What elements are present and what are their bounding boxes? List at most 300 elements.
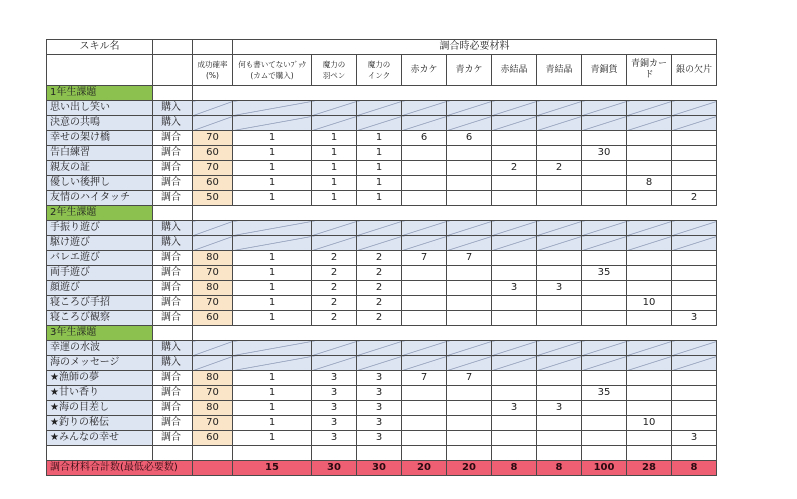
skill-name: バレエ遊び: [47, 251, 153, 266]
not-applicable-cell: [537, 221, 582, 236]
material-count-cell: [402, 311, 447, 326]
skill-name: 海のメッセージ: [47, 356, 153, 371]
material-count-cell: 1: [233, 251, 312, 266]
not-applicable-cell: [627, 236, 672, 251]
total-count-cell: [193, 461, 233, 476]
header-blank-cell: [153, 55, 193, 86]
material-count-cell: [447, 311, 492, 326]
material-count-cell: 7: [402, 371, 447, 386]
material-count-cell: 30: [582, 146, 627, 161]
not-applicable-cell: [402, 221, 447, 236]
craft-skill-row: [47, 431, 717, 446]
material-count-cell: 3: [357, 401, 402, 416]
material-count-cell: [492, 371, 537, 386]
empty-cell: [153, 206, 193, 221]
not-applicable-cell: [357, 356, 402, 371]
material-count-cell: 1: [312, 131, 357, 146]
material-count-cell: [492, 431, 537, 446]
material-count-cell: [582, 131, 627, 146]
material-count-cell: 1: [312, 146, 357, 161]
empty-cell: [537, 446, 582, 461]
craft-skill-row: [47, 131, 717, 146]
material-count-cell: 3: [492, 281, 537, 296]
material-count-cell: [447, 161, 492, 176]
materials-title-header: 調合時必要材料: [233, 40, 717, 55]
success-rate-cell: 70: [193, 386, 233, 401]
material-count-cell: [537, 176, 582, 191]
purchase-skill-row: [47, 221, 717, 236]
total-count-cell: 30: [357, 461, 402, 476]
not-applicable-cell: [447, 236, 492, 251]
material-count-cell: [492, 191, 537, 206]
material-count-cell: 7: [447, 371, 492, 386]
not-applicable-cell: [582, 356, 627, 371]
material-count-cell: [672, 371, 717, 386]
acquire-type: 調合: [153, 311, 193, 326]
material-count-cell: 3: [357, 371, 402, 386]
material-count-cell: [672, 296, 717, 311]
acquire-type: 購入: [153, 341, 193, 356]
material-count-cell: 1: [357, 176, 402, 191]
material-count-cell: 3: [672, 431, 717, 446]
column-header: 成功確率 (%): [193, 55, 233, 86]
material-count-cell: 2: [312, 266, 357, 281]
empty-cell: [47, 446, 153, 461]
not-applicable-cell: [312, 341, 357, 356]
material-count-cell: [537, 266, 582, 281]
material-count-cell: 1: [357, 146, 402, 161]
material-count-cell: [672, 266, 717, 281]
acquire-type: 購入: [153, 116, 193, 131]
header-row-columns: [47, 55, 717, 86]
material-count-cell: 1: [233, 161, 312, 176]
acquire-type: 購入: [153, 101, 193, 116]
material-count-cell: [447, 416, 492, 431]
material-count-cell: [447, 191, 492, 206]
acquire-type: 調合: [153, 251, 193, 266]
not-applicable-cell: [447, 341, 492, 356]
column-header: 魔力の 羽ペン: [312, 55, 357, 86]
material-count-cell: 3: [312, 401, 357, 416]
material-count-cell: 6: [402, 131, 447, 146]
not-applicable-cell: [402, 116, 447, 131]
material-count-cell: 1: [312, 161, 357, 176]
material-count-cell: 1: [312, 191, 357, 206]
material-count-cell: 3: [492, 401, 537, 416]
not-applicable-cell: [357, 341, 402, 356]
acquire-type: 調合: [153, 266, 193, 281]
not-applicable-cell: [492, 236, 537, 251]
material-count-cell: 35: [582, 266, 627, 281]
material-count-cell: [672, 251, 717, 266]
not-applicable-cell: [672, 101, 717, 116]
column-header: 青銅カード: [627, 55, 672, 86]
material-count-cell: 2: [357, 281, 402, 296]
material-count-cell: [582, 191, 627, 206]
success-rate-cell: 80: [193, 401, 233, 416]
not-applicable-cell: [233, 341, 312, 356]
material-count-cell: [627, 191, 672, 206]
total-count-cell: 20: [447, 461, 492, 476]
material-count-cell: 1: [233, 371, 312, 386]
acquire-type: 調合: [153, 176, 193, 191]
empty-cell: [153, 446, 193, 461]
acquire-type: 調合: [153, 191, 193, 206]
not-applicable-cell: [312, 356, 357, 371]
material-count-cell: 3: [312, 371, 357, 386]
skill-name: 告白練習: [47, 146, 153, 161]
not-applicable-cell: [357, 101, 402, 116]
material-count-cell: [402, 401, 447, 416]
not-applicable-cell: [357, 236, 402, 251]
material-count-cell: [627, 281, 672, 296]
year-section-label: 2年生課題: [47, 206, 153, 221]
not-applicable-cell: [672, 236, 717, 251]
not-applicable-cell: [402, 236, 447, 251]
material-count-cell: [672, 131, 717, 146]
empty-cell: [193, 326, 717, 341]
not-applicable-cell: [447, 101, 492, 116]
success-rate-cell: 70: [193, 161, 233, 176]
not-applicable-cell: [582, 101, 627, 116]
year-section-label: 3年生課題: [47, 326, 153, 341]
not-applicable-cell: [492, 116, 537, 131]
skill-name: 幸せの架け橋: [47, 131, 153, 146]
craft-skill-row: [47, 146, 717, 161]
material-count-cell: [537, 311, 582, 326]
material-count-cell: [447, 296, 492, 311]
material-count-cell: [582, 431, 627, 446]
material-count-cell: 2: [312, 296, 357, 311]
empty-cell: [233, 446, 312, 461]
skill-name: ★海の目差し: [47, 401, 153, 416]
skill-name: 両手遊び: [47, 266, 153, 281]
material-count-cell: [402, 431, 447, 446]
material-count-cell: [492, 266, 537, 281]
skill-name: 思い出し笑い: [47, 101, 153, 116]
material-count-cell: 3: [672, 311, 717, 326]
material-count-cell: [627, 386, 672, 401]
material-count-cell: [537, 146, 582, 161]
header-blank-cell: [193, 40, 233, 55]
not-applicable-cell: [402, 341, 447, 356]
success-rate-cell: 70: [193, 266, 233, 281]
column-header: 青カケ: [447, 55, 492, 86]
not-applicable-cell: [193, 221, 233, 236]
skill-name: 寝ころび観察: [47, 311, 153, 326]
total-count-cell: 20: [402, 461, 447, 476]
material-count-cell: [627, 431, 672, 446]
skill-name: ★みんなの幸せ: [47, 431, 153, 446]
material-count-cell: [492, 386, 537, 401]
material-count-cell: 2: [312, 281, 357, 296]
material-count-cell: [537, 191, 582, 206]
not-applicable-cell: [233, 236, 312, 251]
material-count-cell: [537, 431, 582, 446]
material-count-cell: [672, 401, 717, 416]
acquire-type: 調合: [153, 131, 193, 146]
not-applicable-cell: [312, 221, 357, 236]
skill-name-header: スキル名: [47, 40, 153, 55]
craft-skill-row: [47, 401, 717, 416]
column-header: 何も書いてないﾌﾞｯｸ (カムで購入): [233, 55, 312, 86]
material-count-cell: [492, 416, 537, 431]
skill-name: ★甘い香り: [47, 386, 153, 401]
material-count-cell: [582, 281, 627, 296]
craft-skill-row: [47, 311, 717, 326]
purchase-skill-row: [47, 341, 717, 356]
material-count-cell: [627, 131, 672, 146]
material-count-cell: [537, 386, 582, 401]
material-count-cell: [627, 161, 672, 176]
material-count-cell: 1: [312, 176, 357, 191]
material-count-cell: [492, 251, 537, 266]
not-applicable-cell: [627, 356, 672, 371]
material-count-cell: [627, 146, 672, 161]
craft-skill-row: [47, 161, 717, 176]
purchase-skill-row: [47, 101, 717, 116]
not-applicable-cell: [582, 116, 627, 131]
material-count-cell: [582, 416, 627, 431]
not-applicable-cell: [492, 221, 537, 236]
not-applicable-cell: [447, 116, 492, 131]
material-count-cell: [492, 146, 537, 161]
not-applicable-cell: [193, 236, 233, 251]
total-count-cell: 8: [672, 461, 717, 476]
column-header: 魔力の インク: [357, 55, 402, 86]
column-header: 青銅貨: [582, 55, 627, 86]
year-section-row: [47, 206, 717, 221]
acquire-type: 調合: [153, 401, 193, 416]
not-applicable-cell: [672, 341, 717, 356]
success-rate-cell: 80: [193, 251, 233, 266]
not-applicable-cell: [447, 221, 492, 236]
acquire-type: 購入: [153, 236, 193, 251]
empty-cell: [357, 446, 402, 461]
material-count-cell: [537, 371, 582, 386]
material-count-cell: 1: [357, 191, 402, 206]
not-applicable-cell: [312, 236, 357, 251]
material-count-cell: 1: [233, 266, 312, 281]
material-count-cell: [492, 131, 537, 146]
skill-name: 優しい後押し: [47, 176, 153, 191]
material-count-cell: 1: [233, 311, 312, 326]
craft-skill-row: [47, 416, 717, 431]
material-count-cell: [627, 371, 672, 386]
skill-name: ★釣りの秘伝: [47, 416, 153, 431]
material-count-cell: [447, 401, 492, 416]
material-count-cell: 3: [312, 386, 357, 401]
material-count-cell: 3: [357, 416, 402, 431]
material-count-cell: 1: [233, 401, 312, 416]
material-count-cell: [672, 416, 717, 431]
not-applicable-cell: [312, 116, 357, 131]
material-count-cell: 7: [402, 251, 447, 266]
not-applicable-cell: [537, 341, 582, 356]
not-applicable-cell: [193, 116, 233, 131]
success-rate-cell: 60: [193, 311, 233, 326]
not-applicable-cell: [627, 101, 672, 116]
column-header: 赤結晶: [492, 55, 537, 86]
material-count-cell: 3: [537, 401, 582, 416]
not-applicable-cell: [233, 356, 312, 371]
acquire-type: 調合: [153, 296, 193, 311]
craft-skill-row: [47, 266, 717, 281]
craft-skill-row: [47, 386, 717, 401]
purchase-skill-row: [47, 116, 717, 131]
year-section-row: [47, 86, 717, 101]
material-count-cell: [537, 416, 582, 431]
header-blank-cell: [47, 55, 153, 86]
not-applicable-cell: [492, 341, 537, 356]
material-count-cell: [447, 386, 492, 401]
material-count-cell: 7: [447, 251, 492, 266]
acquire-type: 調合: [153, 431, 193, 446]
not-applicable-cell: [357, 116, 402, 131]
material-count-cell: 3: [312, 416, 357, 431]
material-count-cell: [402, 176, 447, 191]
material-count-cell: [447, 176, 492, 191]
material-count-cell: 10: [627, 416, 672, 431]
acquire-type: 調合: [153, 386, 193, 401]
success-rate-cell: 60: [193, 431, 233, 446]
skill-name: 決意の共鳴: [47, 116, 153, 131]
total-count-cell: 8: [537, 461, 582, 476]
material-count-cell: 3: [357, 431, 402, 446]
material-count-cell: [582, 251, 627, 266]
acquire-type: 調合: [153, 416, 193, 431]
material-count-cell: 1: [357, 131, 402, 146]
material-count-cell: [582, 401, 627, 416]
total-row: [47, 461, 717, 476]
craft-skill-row: [47, 296, 717, 311]
total-label: 調合材料合計数(最低必要数): [47, 461, 193, 476]
material-count-cell: 1: [233, 296, 312, 311]
material-count-cell: [627, 311, 672, 326]
empty-cell: [582, 446, 627, 461]
total-count-cell: 100: [582, 461, 627, 476]
not-applicable-cell: [492, 356, 537, 371]
material-count-cell: [582, 161, 627, 176]
not-applicable-cell: [193, 101, 233, 116]
success-rate-cell: 60: [193, 176, 233, 191]
material-count-cell: 3: [312, 431, 357, 446]
material-count-cell: 35: [582, 386, 627, 401]
material-count-cell: 1: [357, 161, 402, 176]
empty-cell: [627, 446, 672, 461]
material-count-cell: [402, 281, 447, 296]
blank-row: [47, 446, 717, 461]
skill-name: 寝ころび手招: [47, 296, 153, 311]
column-header: 銀の欠片: [672, 55, 717, 86]
material-count-cell: [492, 176, 537, 191]
empty-cell: [672, 446, 717, 461]
empty-cell: [447, 446, 492, 461]
skill-materials-table: [46, 39, 717, 476]
header-blank-cell: [153, 40, 193, 55]
empty-cell: [193, 206, 717, 221]
not-applicable-cell: [402, 101, 447, 116]
not-applicable-cell: [672, 221, 717, 236]
skill-name: 親友の証: [47, 161, 153, 176]
empty-cell: [402, 446, 447, 461]
acquire-type: 調合: [153, 371, 193, 386]
total-count-cell: 28: [627, 461, 672, 476]
acquire-type: 購入: [153, 356, 193, 371]
material-count-cell: 1: [233, 431, 312, 446]
material-count-cell: [492, 296, 537, 311]
material-count-cell: [537, 131, 582, 146]
material-count-cell: [492, 311, 537, 326]
material-count-cell: 1: [233, 416, 312, 431]
success-rate-cell: 70: [193, 296, 233, 311]
material-count-cell: [627, 266, 672, 281]
not-applicable-cell: [627, 341, 672, 356]
material-count-cell: 10: [627, 296, 672, 311]
empty-cell: [193, 446, 233, 461]
purchase-skill-row: [47, 236, 717, 251]
empty-cell: [492, 446, 537, 461]
material-count-cell: [402, 386, 447, 401]
craft-skill-row: [47, 281, 717, 296]
not-applicable-cell: [537, 236, 582, 251]
material-count-cell: 2: [312, 311, 357, 326]
material-count-cell: [582, 176, 627, 191]
empty-cell: [153, 86, 193, 101]
material-count-cell: [537, 296, 582, 311]
material-count-cell: [627, 251, 672, 266]
not-applicable-cell: [193, 356, 233, 371]
acquire-type: 購入: [153, 221, 193, 236]
material-count-cell: 2: [312, 251, 357, 266]
not-applicable-cell: [233, 221, 312, 236]
not-applicable-cell: [492, 101, 537, 116]
material-count-cell: [402, 191, 447, 206]
skill-name: 幸運の水波: [47, 341, 153, 356]
purchase-skill-row: [47, 356, 717, 371]
not-applicable-cell: [233, 116, 312, 131]
material-count-cell: 1: [233, 176, 312, 191]
total-count-cell: 30: [312, 461, 357, 476]
skill-name: 顔遊び: [47, 281, 153, 296]
material-count-cell: 3: [537, 281, 582, 296]
material-count-cell: 1: [233, 386, 312, 401]
material-count-cell: [447, 281, 492, 296]
acquire-type: 調合: [153, 161, 193, 176]
craft-skill-row: [47, 251, 717, 266]
not-applicable-cell: [402, 356, 447, 371]
not-applicable-cell: [627, 116, 672, 131]
skill-name: 友情のハイタッチ: [47, 191, 153, 206]
success-rate-cell: 80: [193, 371, 233, 386]
material-count-cell: 6: [447, 131, 492, 146]
empty-cell: [193, 86, 717, 101]
not-applicable-cell: [582, 236, 627, 251]
material-count-cell: [672, 281, 717, 296]
not-applicable-cell: [627, 221, 672, 236]
material-count-cell: 1: [233, 191, 312, 206]
material-count-cell: [627, 401, 672, 416]
not-applicable-cell: [537, 116, 582, 131]
material-count-cell: [447, 431, 492, 446]
material-count-cell: [447, 266, 492, 281]
material-count-cell: [402, 416, 447, 431]
success-rate-cell: 50: [193, 191, 233, 206]
year-section-label: 1年生課題: [47, 86, 153, 101]
not-applicable-cell: [672, 356, 717, 371]
success-rate-cell: 80: [193, 281, 233, 296]
skill-name: ★漁師の夢: [47, 371, 153, 386]
